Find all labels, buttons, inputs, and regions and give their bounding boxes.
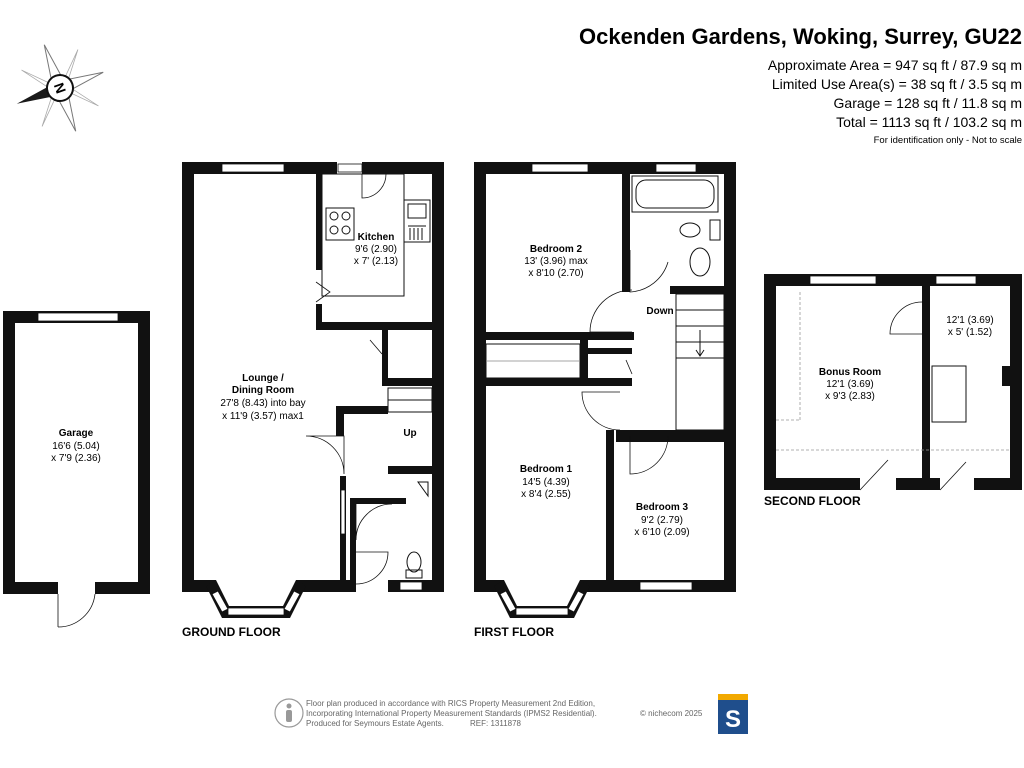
room-dim-bedroom-1-2: x 8'4 (2.55)	[521, 489, 571, 500]
room-dim-garage-2: x 7'9 (2.36)	[51, 453, 101, 464]
garage-plan	[3, 311, 150, 627]
room-dim-bedroom-3-1: 9'2 (2.79)	[641, 515, 683, 526]
room-dim-lounge-2: x 11'9 (3.57) max1	[222, 411, 304, 422]
room-dim-bonus-1: 12'1 (3.69)	[826, 379, 874, 390]
approximate-area: Approximate Area = 947 sq ft / 87.9 sq m	[767, 57, 1022, 73]
footer-line-3: Produced for Seymours Estate Agents.	[306, 719, 444, 728]
room-dim-bedroom-2-2: x 8'10 (2.70)	[528, 268, 584, 279]
garage-door	[58, 594, 95, 627]
total-area: Total = 1113 sq ft / 103.2 sq m	[836, 114, 1022, 130]
room-name-bonus-room: Bonus Room	[818, 367, 882, 378]
room-dim-bedroom-2-1: 13' (3.96) max	[524, 256, 588, 267]
footer	[275, 694, 748, 734]
page-title: Ockenden Gardens, Woking, Surrey, GU22	[579, 24, 1022, 49]
seymours-logo	[718, 694, 748, 734]
room-dim-kitchen-1: 9'6 (2.90)	[355, 244, 397, 255]
second-floor-plan	[764, 274, 1022, 490]
logo-accent	[718, 694, 748, 700]
room-dim-garage-1: 16'6 (5.04)	[52, 441, 100, 452]
room-name-garage: Garage	[58, 428, 94, 439]
room-dim-kitchen-2: x 7' (2.13)	[353, 256, 399, 267]
room-name-kitchen: Kitchen	[357, 232, 395, 243]
logo-letter: S	[724, 706, 742, 733]
garage-window	[38, 313, 118, 321]
rics-person-icon	[275, 699, 303, 727]
ground-floor-plan	[182, 162, 444, 618]
compass-north-label: N	[50, 80, 70, 96]
room-dim-bedroom-1-1: 14'5 (4.39)	[522, 477, 570, 488]
footer-copyright: © nichecom 2025	[640, 709, 703, 718]
room-name-bedroom-1: Bedroom 1	[519, 464, 573, 475]
room-name-bedroom-3: Bedroom 3	[635, 502, 689, 513]
room-dim-lounge-1: 27'8 (8.43) into bay	[220, 398, 306, 409]
room-dim-second-small-2: x 5' (1.52)	[947, 327, 993, 338]
room-name-bedroom-2: Bedroom 2	[529, 244, 583, 255]
ground-floor-label: GROUND FLOOR	[182, 625, 281, 639]
room-dim-bonus-2: x 9'3 (2.83)	[825, 391, 875, 402]
stairs-up-label: Up	[403, 428, 417, 439]
scale-disclaimer: For identification only - Not to scale	[873, 135, 1022, 146]
room-dim-bedroom-3-2: x 6'10 (2.09)	[634, 527, 690, 538]
first-floor-label: FIRST FLOOR	[474, 625, 554, 639]
footer-ref: REF: 1311878	[470, 719, 521, 728]
stairs-down-label: Down	[646, 306, 674, 317]
footer-line-1: Floor plan produced in accordance with RICS Property Measurement 2nd Edition,	[306, 699, 596, 708]
room-dim-second-small-1: 12'1 (3.69)	[946, 315, 994, 326]
garage-area: Garage = 128 sq ft / 11.8 sq m	[833, 95, 1022, 111]
first-floor-plan	[474, 162, 736, 618]
room-name-lounge: Lounge /	[242, 373, 284, 384]
compass-icon	[1, 29, 119, 147]
lounge-window	[222, 164, 284, 172]
limited-use-area: Limited Use Area(s) = 38 sq ft / 3.5 sq m	[771, 76, 1022, 92]
room-name-dining: Dining Room	[231, 385, 295, 396]
second-floor-label: SECOND FLOOR	[764, 494, 861, 508]
footer-line-2: Incorporating International Property Measurement Standards (IPMS2 Residential).	[306, 709, 597, 718]
